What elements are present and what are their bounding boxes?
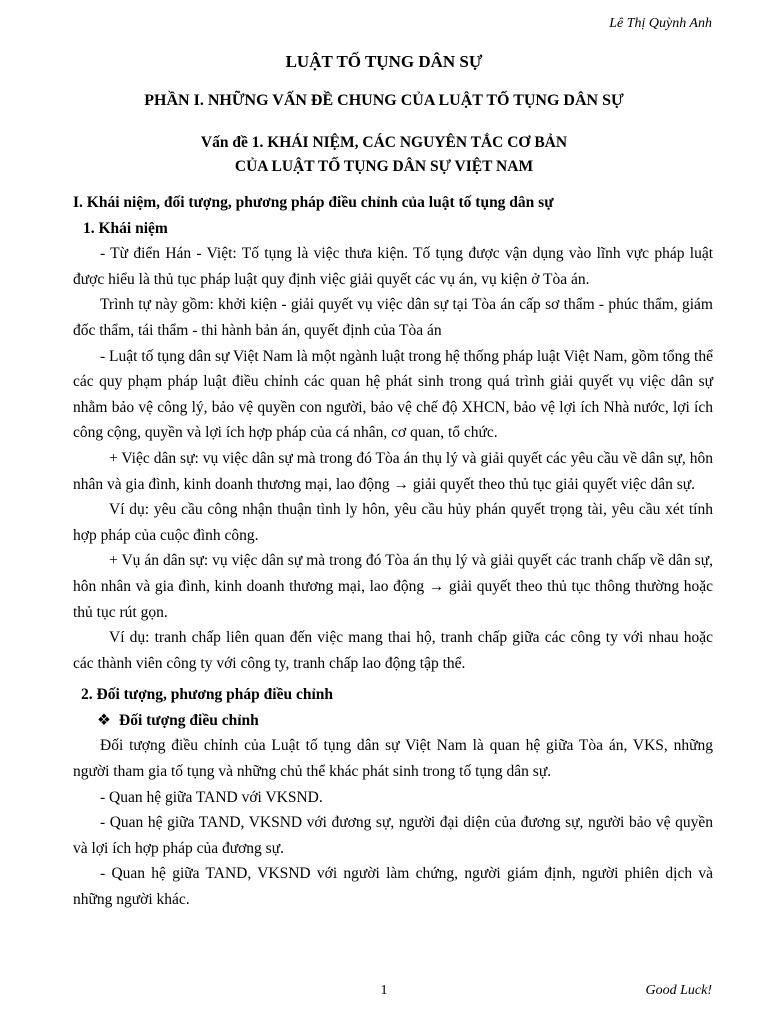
paragraph: Ví dụ: yêu cầu công nhận thuận tình ly hôn, yêu cầu hủy phán quyết trọng tài, yêu cầu xét tính hợp pháp của cuộc đình công. <box>73 501 713 544</box>
paragraph: + Việc dân sự: vụ việc dân sự mà trong đó Tòa án thụ lý và giải quyết các yêu cầu về dân sự, hôn nhân và gia đình, kinh doanh thương mại, lao động → giải quyết theo thủ tục giải quyết việc dân sự. <box>73 449 713 493</box>
footer-note: Good Luck! <box>645 983 712 998</box>
paragraph: - Quan hệ giữa TAND, VKSND với người làm chứng, người giám định, người phiên dịch và những người khác. <box>73 865 713 909</box>
page-number: 1 <box>380 983 388 998</box>
section-heading: I. Khái niệm, đối tượng, phương pháp điều chỉnh của luật tố tụng dân sự <box>73 194 554 211</box>
subsection-heading: 2. Đối tượng, phương pháp điều chỉnh <box>81 686 333 704</box>
paragraph: - Luật tố tụng dân sự Việt Nam là một ngành luật trong hệ thống pháp luật Việt Nam, gồm tổng thể các quy phạm pháp luật điều chỉnh các quan hệ phát sinh trong quá trình giải quyết vụ việc dân sự nhằm bảo vệ công lý, bảo vệ quyền con người, bảo vệ chế độ XHCN, bảo vệ lợi ích Nhà nước, lợi ích công cộng, quyền và lợi ích hợp pháp của cá nhân, cơ quan, tổ chức. <box>73 347 713 442</box>
document-title: LUẬT TỐ TỤNG DÂN SỰ <box>285 52 483 71</box>
issue-title-line2: CỦA LUẬT TỐ TỤNG DÂN SỰ VIỆT NAM <box>234 158 534 175</box>
paragraph: Ví dụ: tranh chấp liên quan đến việc mang thai hộ, tranh chấp giữa các công ty với nhau hoặc các thành viên công ty với công ty, tranh chấp lao động tập thể. <box>73 629 713 672</box>
paragraph: - Từ điển Hán - Việt: Tố tụng là việc thưa kiện. Tố tụng được vận dụng vào lĩnh vực pháp luật được hiểu là thủ tục pháp luật quy định việc giải quyết các vụ án, vụ kiện ở Tòa án. <box>73 245 713 288</box>
subsection-heading: 1. Khái niệm <box>83 219 168 237</box>
part-title: PHẦN I. NHỮNG VẤN ĐỀ CHUNG CỦA LUẬT TỐ TỤNG DÂN SỰ <box>144 92 624 109</box>
issue-title-line1: Vấn đề 1. KHÁI NIỆM, CÁC NGUYÊN TẮC CƠ BẢN <box>200 134 568 151</box>
bullet-heading <box>73 708 713 734</box>
bullet-heading-label: Đối tượng điều chỉnh <box>119 711 259 729</box>
paragraph: + Vụ án dân sự: vụ việc dân sự mà trong đó Tòa án thụ lý và giải quyết các tranh chấp về dân sự, hôn nhân và gia đình, kinh doanh thương mại, lao động → giải quyết theo thủ tục thông thường hoặc thủ tục rút gọn. <box>73 552 713 621</box>
paragraph: - Quan hệ giữa TAND với VKSND. <box>100 788 323 806</box>
diamond-bullet-icon: ❖ <box>97 711 111 729</box>
paragraph: Đối tượng điều chỉnh của Luật tố tụng dân sự Việt Nam là quan hệ giữa Tòa án, VKS, những người tham gia tố tụng và những chủ thể khác phát sinh trong tố tụng dân sự. <box>73 737 713 781</box>
paragraph: - Quan hệ giữa TAND, VKSND với đương sự, người đại diện của đương sự, người bảo vệ quyền và lợi ích hợp pháp của đương sự. <box>73 814 713 857</box>
document-body <box>73 190 713 913</box>
paragraph: Trình tự này gồm: khởi kiện - giải quyết vụ việc dân sự tại Tòa án cấp sơ thẩm - phúc thẩm, giám đốc thẩm, tái thẩm - thi hành bản án, quyết định của Tòa án <box>73 296 713 339</box>
header-author: Lê Thị Quỳnh Anh <box>609 16 712 31</box>
